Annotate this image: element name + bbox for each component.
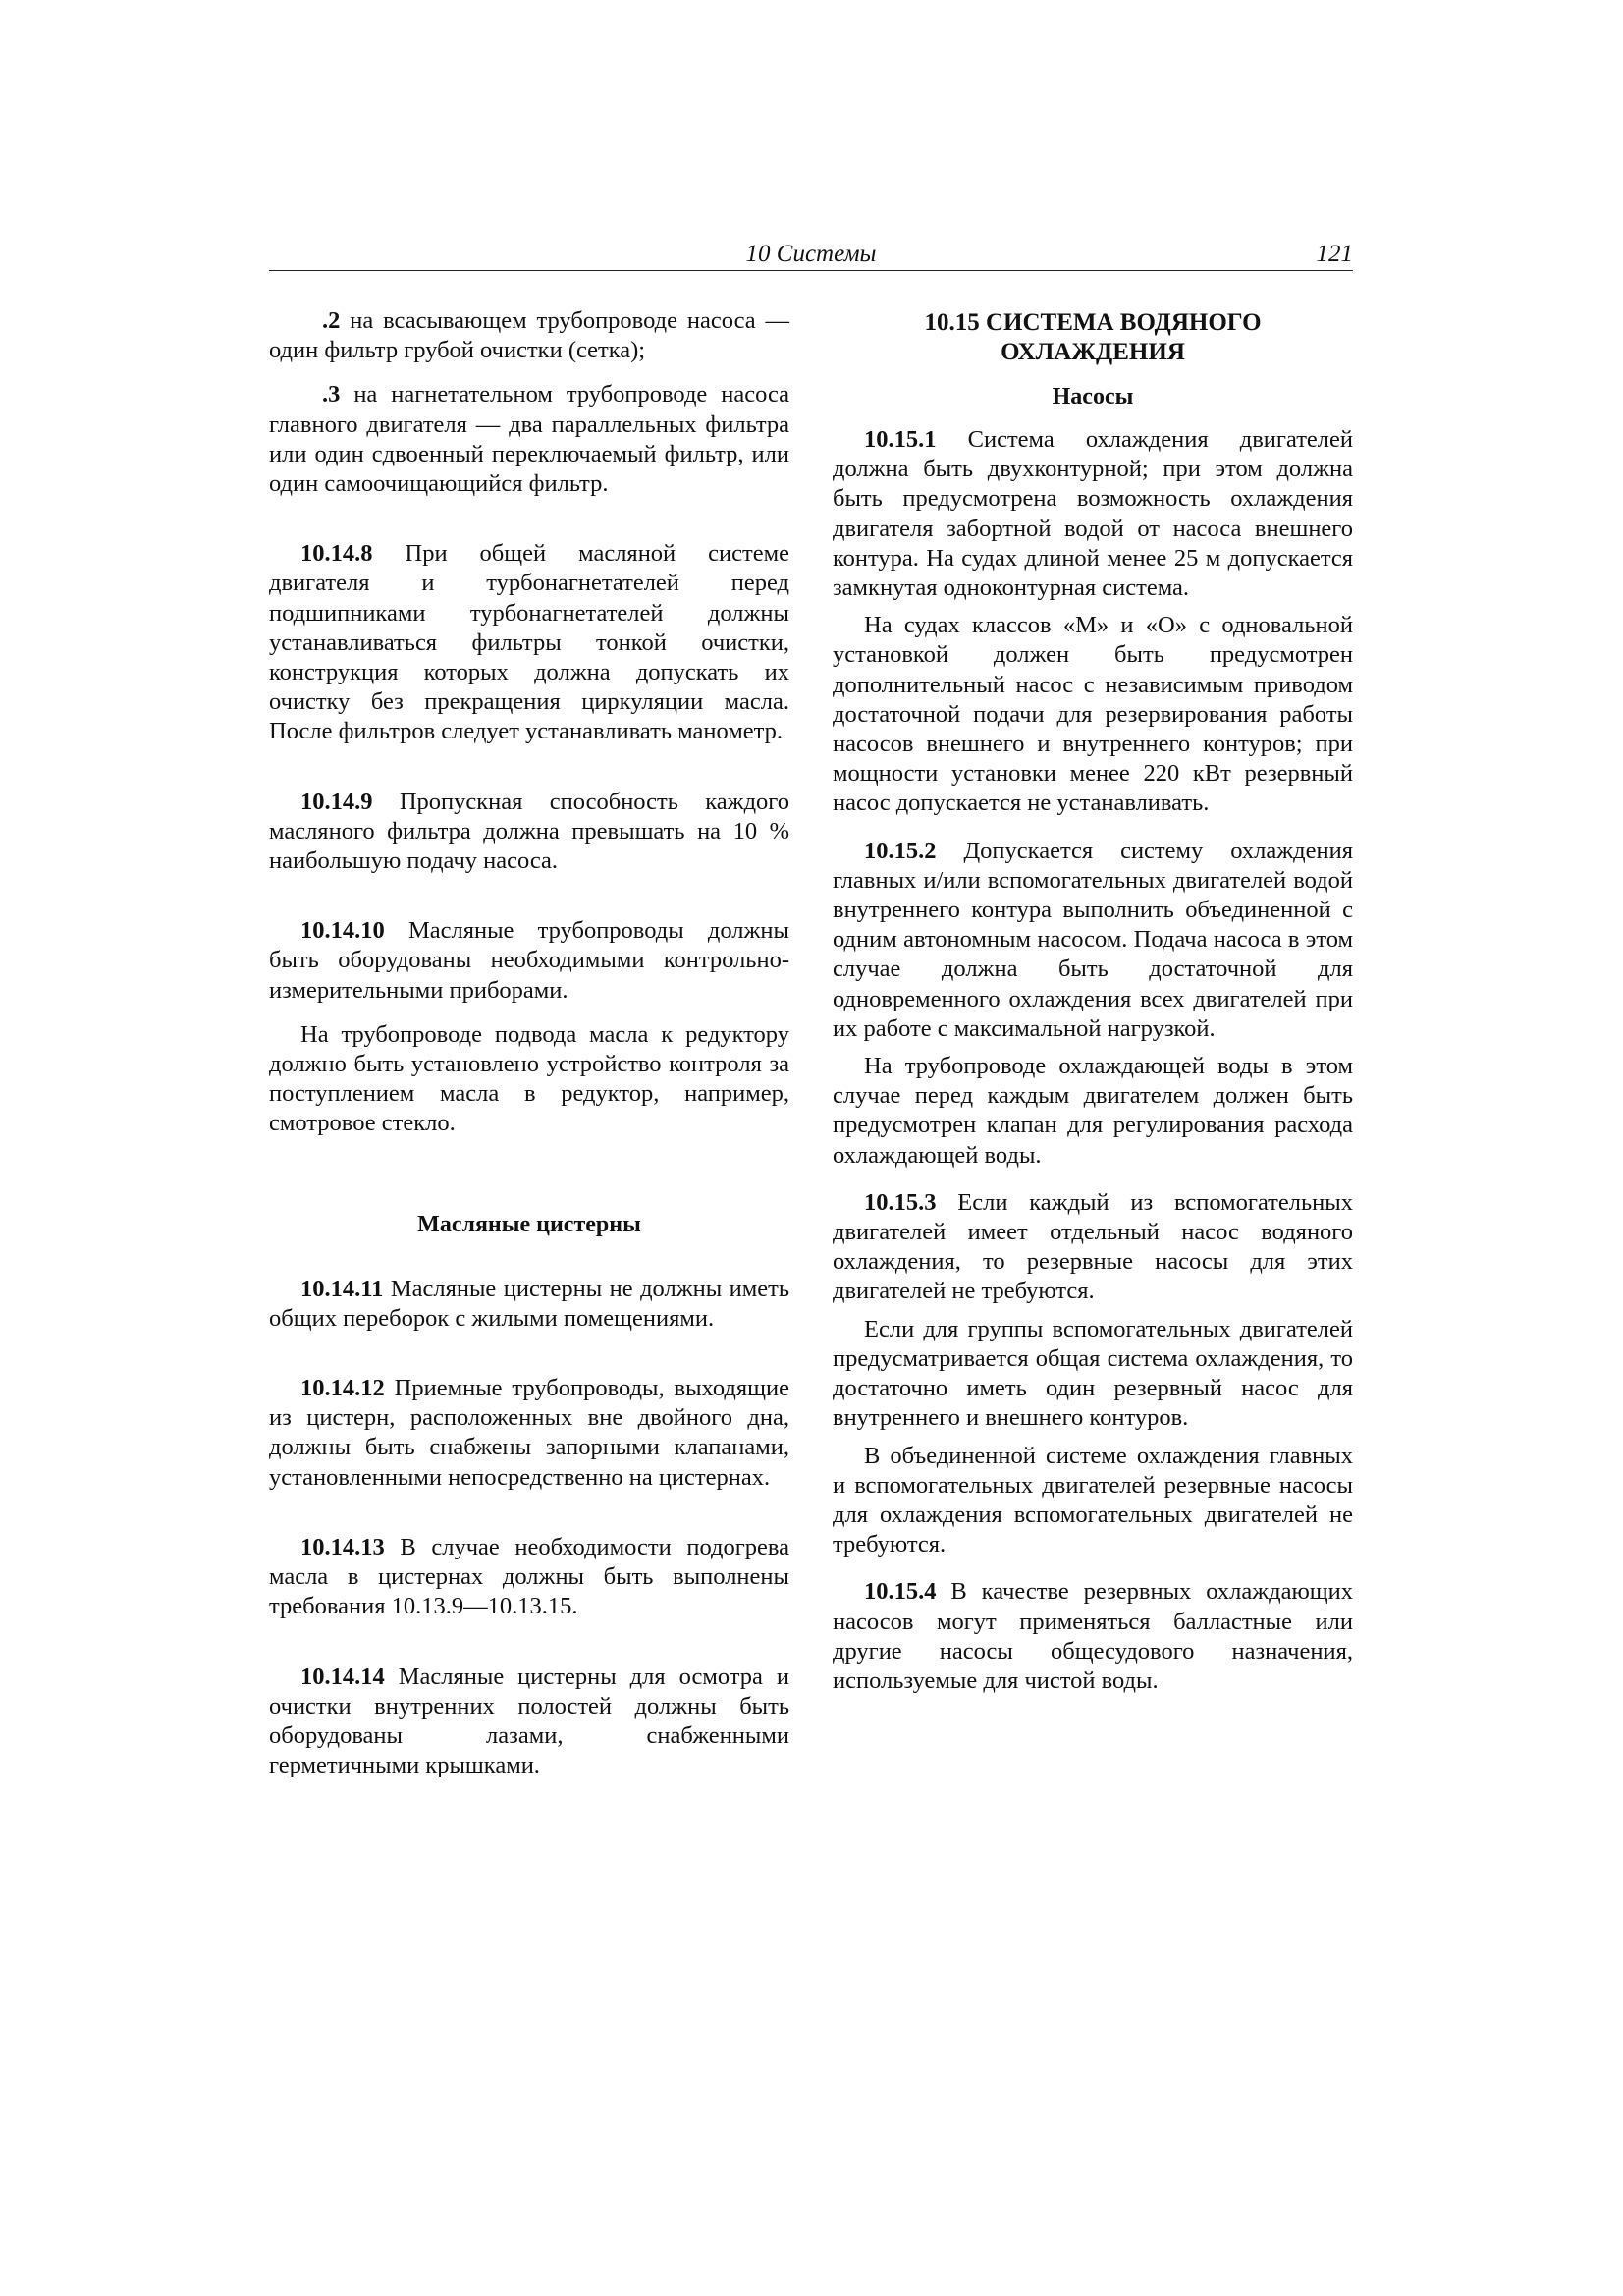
running-head bbox=[269, 241, 1353, 271]
paragraph-10-15-1 bbox=[833, 425, 1353, 603]
paragraph-10-14-10 bbox=[269, 916, 789, 1006]
clause-text: При общей масляной системе двигателя и турбонагнетателей перед подшипниками турбонагнетателей должны устанавливаться фильтры тонкой очистки, конструкция которых должна допускать их очистку без прекращения циркуляции масла. После фильтров следует устанавливать манометр. bbox=[269, 540, 789, 745]
clause-text: Масляные трубопроводы должны быть оборудованы необходимыми контрольно-измерительными приборами. bbox=[269, 917, 789, 1004]
clause-number: 10.15.2 bbox=[864, 837, 937, 864]
right-column bbox=[833, 306, 1353, 1696]
section-title-line: 10.15 СИСТЕМА ВОДЯНОГО bbox=[924, 309, 1262, 336]
clause-text: Система охлаждения двигателей должна быть двухконтурной; при этом должна быть предусмотрена возможность охлаждения двигателя забортной водой от насоса внешнего контура. На судах длиной менее 25 м допускается замкнутая одноконтурная система. bbox=[833, 426, 1353, 602]
paragraph-10-14-14 bbox=[269, 1663, 789, 1781]
subheading-oil-tanks: Масляные цистерны bbox=[417, 1211, 641, 1237]
left-column bbox=[269, 306, 789, 1780]
clause-text: Приемные трубопроводы, выходящие из цистерн, расположенных вне двойного дна, должны быть снабжены запорными клапанами, установленными непосредственно на цистернах. bbox=[269, 1375, 789, 1491]
paragraph-10-14-8 bbox=[269, 539, 789, 746]
item-number: .2 bbox=[322, 307, 341, 334]
item-text: на нагнетательном трубопроводе насоса главного двигателя — два параллельных фильтра или один сдвоенный переключаемый фильтр, или один самоочищающийся фильтр. bbox=[269, 381, 789, 498]
chapter-title: 10 Системы bbox=[745, 241, 877, 267]
clause-number: 10.15.1 bbox=[864, 426, 937, 453]
clause-number: 10.14.12 bbox=[300, 1375, 385, 1402]
section-title-line: ОХЛАЖДЕНИЯ bbox=[1001, 339, 1185, 365]
clause-text: В случае необходимости подогрева масла в цистернах должны быть выполнены требования 10.13.9—10.13.15. bbox=[269, 1533, 789, 1620]
subheading-pumps: Насосы bbox=[1052, 384, 1134, 410]
paragraph-10-15-4 bbox=[833, 1577, 1353, 1696]
clause-text: В качестве резервных охлаждающих насосов могут применяться балластные или другие насосы общесудового назначения, используемые для чистой воды. bbox=[833, 1578, 1353, 1694]
clause-text: Масляные цистерны для осмотра и очистки внутренних полостей должны быть оборудованы лазами, снабженными герметичными крышками. bbox=[269, 1663, 789, 1779]
clause-number: 10.14.11 bbox=[300, 1275, 384, 1302]
clause-text: Пропускная способность каждого масляного фильтра должна превышать на 10 % наибольшую подачу насоса. bbox=[269, 788, 789, 875]
clause-text: Масляные цистерны не должны иметь общих переборок с жилыми помещениями. bbox=[269, 1275, 789, 1332]
clause-text: Если каждый из вспомогательных двигателей имеет отдельный насос водяного охлаждения, то резервные насосы для этих двигателей не требуются. bbox=[833, 1188, 1353, 1305]
clause-number: 10.14.10 bbox=[300, 917, 385, 945]
clause-number: 10.14.13 bbox=[300, 1533, 385, 1560]
paragraph-10-15-3 bbox=[833, 1188, 1353, 1307]
section-title bbox=[833, 308, 1353, 367]
paragraph-10-14-12 bbox=[269, 1374, 789, 1493]
paragraph-10-15-1-continued: На судах классов «М» и «О» с одновальной установкой должен быть предусмотрен дополнительный насос с независимым приводом достаточной подачи для резервирования работы насосов внешнего и внутреннего контуров; при мощности установки менее 220 кВт резервный насос допускается не устанавливать. bbox=[833, 612, 1353, 817]
clause-number: 10.14.8 bbox=[300, 540, 373, 568]
clause-number: 10.15.4 bbox=[864, 1578, 937, 1606]
paragraph-10-14-10-continued: На трубопроводе подвода масла к редуктору должно быть установлено устройство контроля за поступлением масла в редуктор, например, смотровое стекло. bbox=[269, 1020, 789, 1137]
paragraph-10-14-13 bbox=[269, 1533, 789, 1622]
paragraph-10-15-2-continued: На трубопроводе охлаждающей воды в этом случае перед каждым двигателем должен быть предусмотрен клапан для регулирования расхода охлаждающей воды. bbox=[833, 1053, 1353, 1169]
clause-text: Допускается систему охлаждения главных и/или вспомогательных двигателей водой внутреннего контура выполнить объединенной с одним автономным насосом. Подача насоса в этом случае должна быть достаточной для одновременного охлаждения всех двигателей при их работе с максимальной нагрузкой. bbox=[833, 837, 1353, 1042]
item-number: .3 bbox=[322, 381, 341, 409]
clause-number: 10.15.3 bbox=[864, 1188, 937, 1216]
paragraph-10-15-2 bbox=[833, 837, 1353, 1044]
clause-number: 10.14.14 bbox=[300, 1663, 385, 1690]
paragraph-10-14-9 bbox=[269, 788, 789, 877]
paragraph-10-15-3-continued-2: В объединенной системе охлаждения главных и вспомогательных двигателей резервные насосы для охлаждения вспомогательных двигателей не требуются. bbox=[833, 1442, 1353, 1558]
paragraph-10-14-11 bbox=[269, 1275, 789, 1334]
paragraph-10-15-3-continued: Если для группы вспомогательных двигателей предусматривается общая система охлаждения, то достаточно иметь один резервный насос для внутреннего и внешнего контуров. bbox=[833, 1315, 1353, 1432]
list-item-3 bbox=[269, 380, 789, 499]
clause-number: 10.14.9 bbox=[300, 788, 373, 815]
item-text: на всасывающем трубопроводе насоса — один фильтр грубой очистки (сетка); bbox=[269, 307, 789, 364]
page-number: 121 bbox=[1316, 241, 1353, 267]
list-item-2 bbox=[269, 306, 789, 365]
